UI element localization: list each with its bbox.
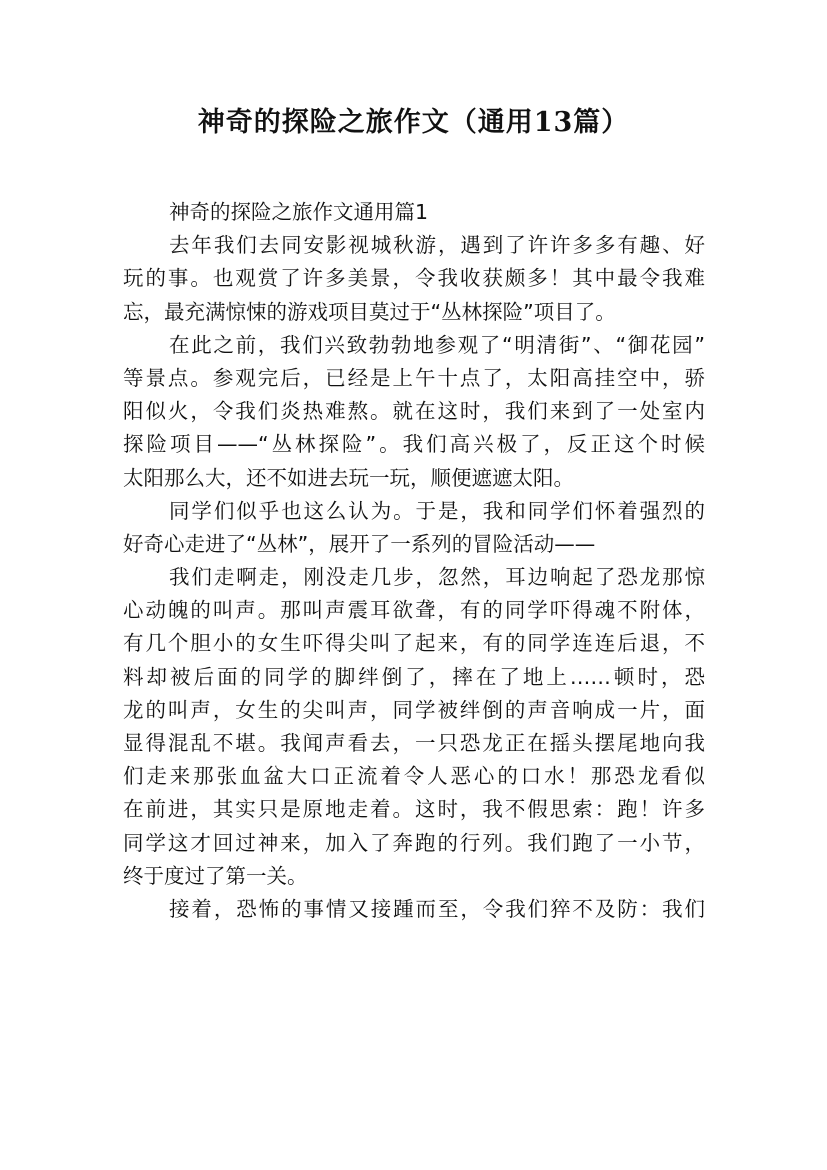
- text-line: 同学这才回过神来，加入了奔跑的行列。我们跑了一小节，: [123, 830, 705, 855]
- text-line: 显得混乱不堪。我闻声看去，一只恐龙正在摇头摆尾地向我: [123, 731, 705, 755]
- paragraph-1: [123, 229, 705, 329]
- paragraph-4: [123, 561, 705, 893]
- text-line: 同学们似乎也这么认为。于是，我和同学们怀着强烈的: [169, 498, 705, 523]
- document-body: [123, 196, 705, 926]
- section-heading: 神奇的探险之旅作文通用篇1: [169, 200, 429, 224]
- text-line: 去年我们去同安影视城秋游，遇到了许许多多有趣、好: [169, 233, 705, 258]
- document-title: 神奇的探险之旅作文（通用13篇）: [197, 107, 630, 138]
- text-line: 在此之前，我们兴致勃勃地参观了“明清街”、“御花园”: [169, 332, 705, 357]
- text-line: 我们走啊走，刚没走几步，忽然，耳边响起了恐龙那惊: [169, 565, 705, 590]
- text-line: 等景点。参观完后，已经是上午十点了，太阳高挂空中，骄: [123, 365, 705, 390]
- text-line: 在前进，其实只是原地走着。这时，我不假思索：跑！许多: [123, 797, 705, 822]
- text-line: 们走来那张血盆大口正流着令人恶心的口水！那恐龙看似: [123, 764, 705, 789]
- text-line: 阳似火，令我们炎热难熬。就在这时，我们来到了一处室内: [123, 399, 705, 424]
- text-line: 忘，最充满惊悚的游戏项目莫过于“丛林探险”项目了。: [123, 299, 616, 324]
- text-line: 接着，恐怖的事情又接踵而至，令我们猝不及防：我们: [169, 896, 705, 921]
- text-line: 有几个胆小的女生吓得尖叫了起来，有的同学连连后退，不: [123, 631, 705, 656]
- paragraph-5: [123, 893, 705, 926]
- text-line: 玩的事。也观赏了许多美景，令我收获颇多！其中最令我难: [123, 266, 705, 291]
- text-line: 终于度过了第一关。: [123, 863, 308, 888]
- paragraph-3: [123, 495, 705, 561]
- text-line: 太阳那么大，还不如进去玩一玩，顺便遮遮太阳。: [123, 465, 574, 490]
- text-line: 料却被后面的同学的脚绊倒了，摔在了地上……顿时，恐: [123, 664, 705, 689]
- paragraph-2: [123, 329, 705, 495]
- text-line: 好奇心走进了“丛林”，展开了一系列的冒险活动——: [123, 531, 596, 556]
- text-line: 心动魄的叫声。那叫声震耳欲聋，有的同学吓得魂不附体，: [123, 598, 705, 623]
- text-line: 龙的叫声，女生的尖叫声，同学被绊倒的声音响成一片，面: [123, 697, 705, 722]
- text-line: 探险项目——“丛林探险”。我们高兴极了，反正这个时候: [123, 432, 705, 457]
